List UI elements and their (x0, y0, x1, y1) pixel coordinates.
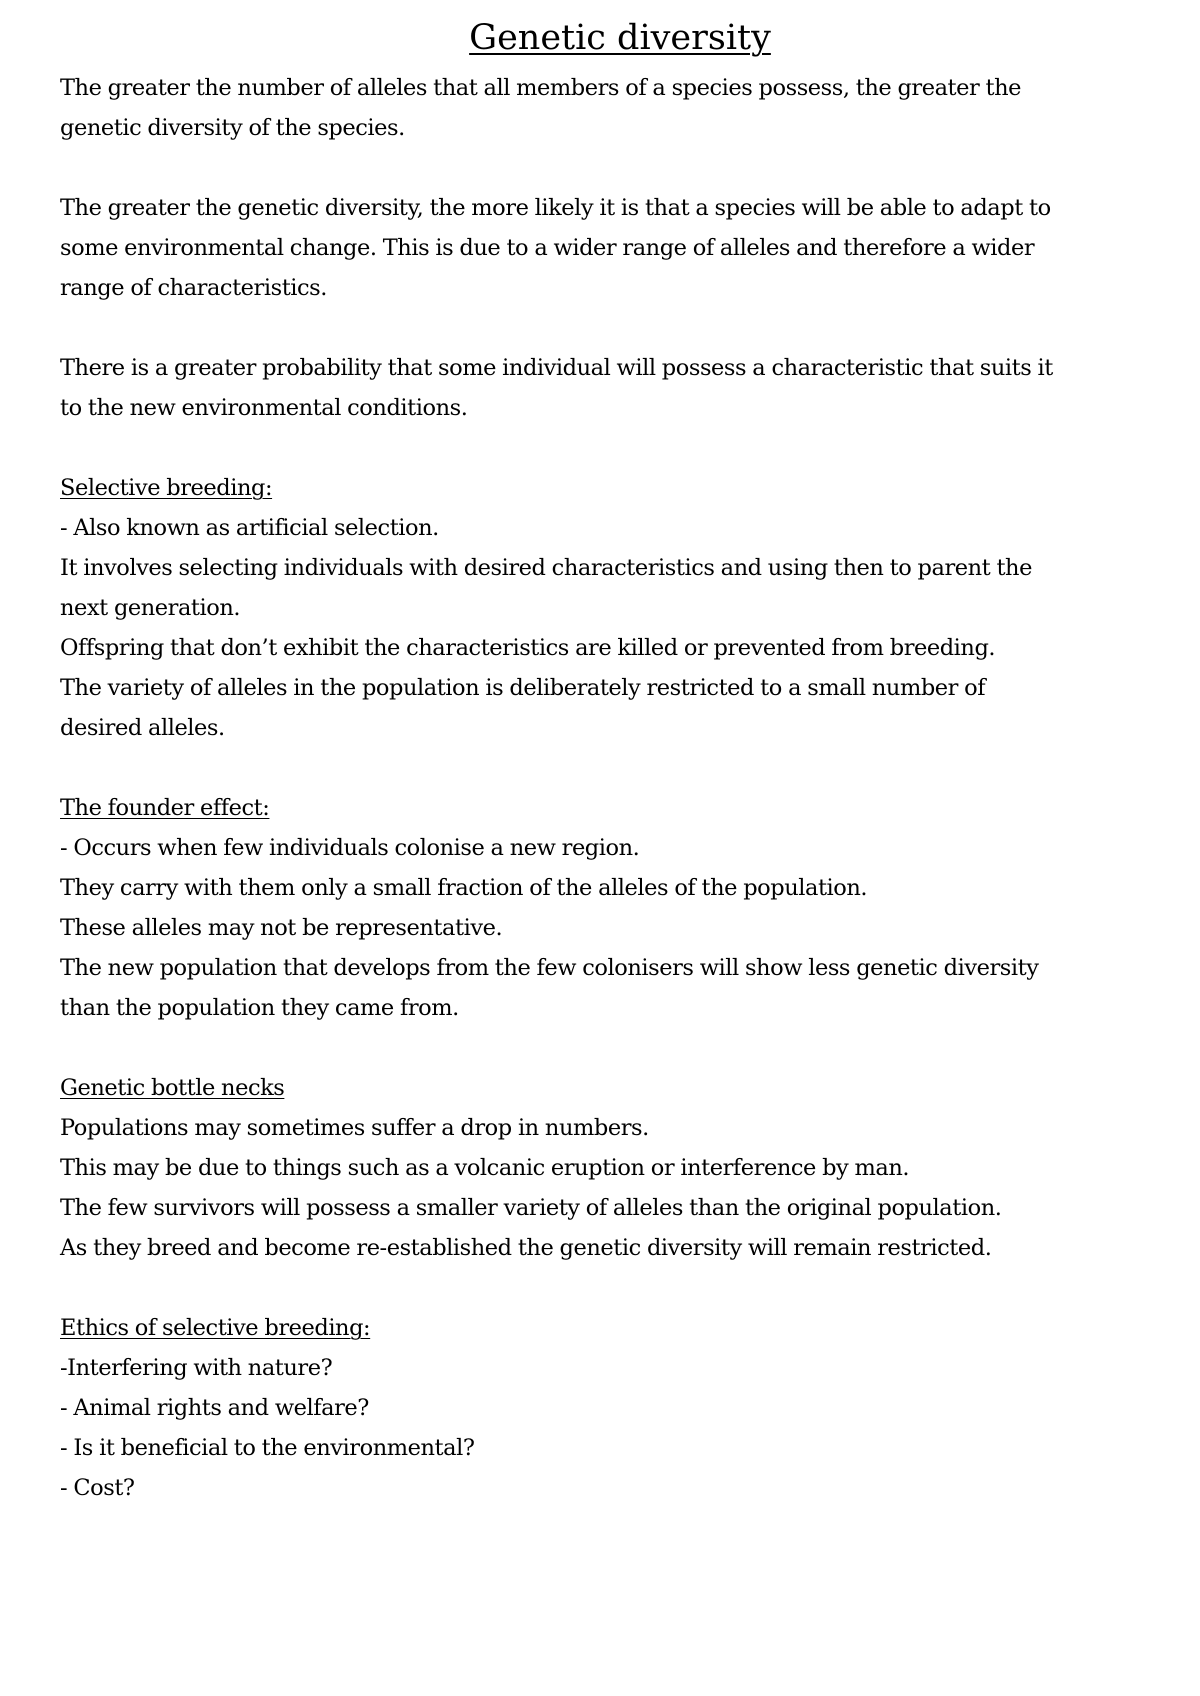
section-founder-effect (60, 788, 1180, 1028)
text-line: As they breed and become re-established the genetic diversity will remain restricted. (60, 1235, 992, 1261)
text-line: -Interfering with nature? (60, 1355, 333, 1381)
text-line: The variety of alleles in the population is deliberately restricted to a small number of (60, 675, 986, 701)
spacer (60, 308, 1180, 348)
text-line: - Cost? (60, 1475, 135, 1501)
text-line: - Animal rights and welfare? (60, 1395, 369, 1421)
section-ethics (60, 1308, 1180, 1508)
text-line: This may be due to things such as a volcanic eruption or interference by man. (60, 1155, 910, 1181)
section-heading: The founder effect: (60, 795, 270, 821)
intro-paragraph-3 (60, 348, 1180, 428)
text-line: Populations may sometimes suffer a drop in numbers. (60, 1115, 649, 1141)
spacer (60, 148, 1180, 188)
text-line: next generation. (60, 595, 241, 621)
document-body (60, 68, 1180, 1508)
text-line: than the population they came from. (60, 995, 459, 1021)
text-line: Offspring that don’t exhibit the characteristics are killed or prevented from breeding. (60, 635, 996, 661)
text-line: There is a greater probability that some individual will possess a characteristic that suits it (60, 355, 1053, 381)
text-line: The greater the genetic diversity, the more likely it is that a species will be able to adapt to (60, 195, 1051, 221)
text-line: The greater the number of alleles that all members of a species possess, the greater the (60, 75, 1022, 101)
spacer (60, 428, 1180, 468)
section-selective-breeding (60, 468, 1180, 748)
text-line: - Also known as artificial selection. (60, 515, 439, 541)
text-line: The few survivors will possess a smaller variety of alleles than the original population. (60, 1195, 1002, 1221)
text-line: They carry with them only a small fraction of the alleles of the population. (60, 875, 868, 901)
intro-paragraph-2 (60, 188, 1180, 308)
spacer (60, 1268, 1180, 1308)
spacer (60, 1028, 1180, 1068)
intro-paragraph-1 (60, 68, 1180, 148)
text-line: - Occurs when few individuals colonise a new region. (60, 835, 640, 861)
section-heading: Ethics of selective breeding: (60, 1315, 371, 1341)
text-line: range of characteristics. (60, 275, 327, 301)
text-line: The new population that develops from the few colonisers will show less genetic diversity (60, 955, 1039, 981)
spacer (60, 748, 1180, 788)
text-line: desired alleles. (60, 715, 225, 741)
text-line: - Is it beneficial to the environmental? (60, 1435, 475, 1461)
section-heading: Selective breeding: (60, 475, 273, 501)
text-line: some environmental change. This is due to a wider range of alleles and therefore a wider (60, 235, 1035, 261)
section-heading: Genetic bottle necks (60, 1075, 285, 1101)
text-line: to the new environmental conditions. (60, 395, 468, 421)
text-line: genetic diversity of the species. (60, 115, 405, 141)
section-bottle-necks (60, 1068, 1180, 1268)
text-line: It involves selecting individuals with desired characteristics and using then to parent the (60, 555, 1032, 581)
text-line: These alleles may not be representative. (60, 915, 503, 941)
page-title: Genetic diversity (469, 18, 771, 58)
